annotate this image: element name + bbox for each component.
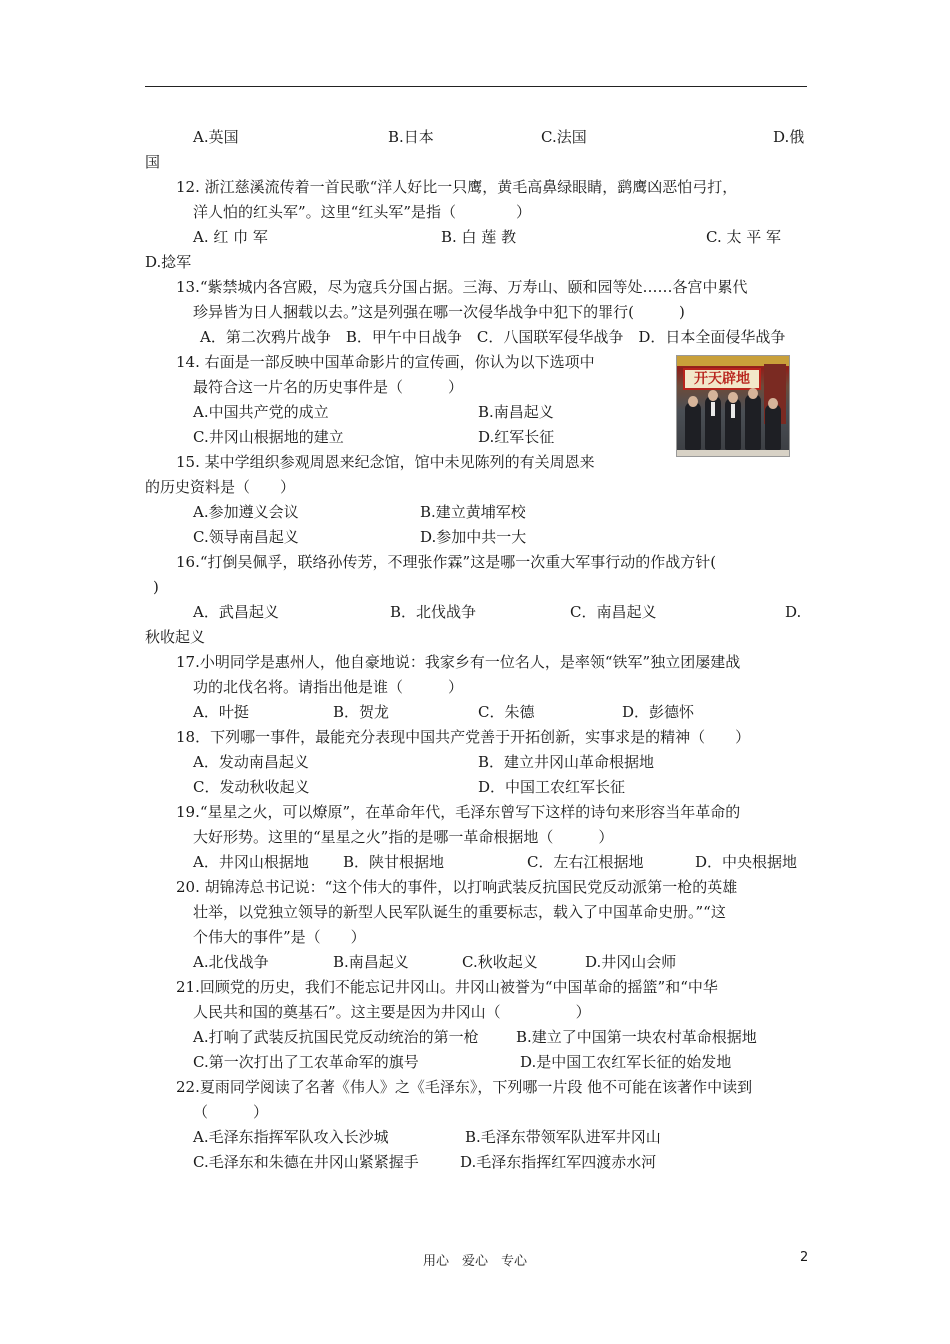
prev-option-b: B.日本 <box>388 128 434 146</box>
q15-option-d: D.参加中共一大 <box>420 528 527 546</box>
q21-option-c: C.第一次打出了工农革命军的旗号 <box>193 1053 419 1071</box>
q21-line1: 21.回顾党的历史，我们不能忘记井冈山。井冈山被誉为“中国革命的摇篮”和“中华 <box>176 978 718 996</box>
q19-line1: 19.“星星之火，可以燎原”，在革命年代，毛泽东曾写下这样的诗句来形容当年革命的 <box>176 803 741 821</box>
q20-line1: 20. 胡锦涛总书记说：“这个伟大的事件，以打响武装反抗国民党反动派第一枪的英雄 <box>176 878 738 896</box>
q15-option-c: C.领导南昌起义 <box>193 528 299 546</box>
q20-option-b: B.南昌起义 <box>333 953 409 971</box>
q15-line2: 的历史资料是（ ） <box>145 478 296 496</box>
q15-line1: 15. 某中学组织参观周恩来纪念馆，馆中未见陈列的有关周恩来 <box>176 453 595 471</box>
q17-option-b: B．贺龙 <box>333 703 390 721</box>
q19-option-c: C．左右江根据地 <box>527 853 644 871</box>
q12-option-c: C. 太 平 军 <box>706 228 782 246</box>
q16-option-b: B．北伐战争 <box>390 603 477 621</box>
page-number: 2 <box>800 1250 809 1265</box>
q17-line2: 功的北伐名将。请指出他是谁（ ） <box>193 678 464 696</box>
q12-option-d: D.捻军 <box>145 253 192 271</box>
q16-option-d: D. <box>785 603 802 621</box>
q17-line1: 17.小明同学是惠州人，他自豪地说：我家乡有一位名人，是率领“铁军”独立团屡建战 <box>176 653 741 671</box>
q12-option-b: B. 白 莲 教 <box>441 228 517 246</box>
q14-option-c: C.井冈山根据地的建立 <box>193 428 344 446</box>
q20-option-a: A.北伐战争 <box>193 953 269 971</box>
q16-line2: ) <box>153 578 159 596</box>
prev-option-d: D.俄 <box>773 128 805 146</box>
header-rule <box>145 86 807 87</box>
q16-line1: 16.“打倒吴佩孚，联络孙传芳，不理张作霖”这是哪一次重大军事行动的作战方针( <box>176 553 717 571</box>
q22-option-a: A.毛泽东指挥军队攻入长沙城 <box>193 1128 389 1146</box>
q14-option-b: B.南昌起义 <box>478 403 554 421</box>
q19-option-d: D．中央根据地 <box>695 853 798 871</box>
q13-line1: 13.“紫禁城内各宫殿，尽为寇兵分国占据。三海、万寿山、颐和园等处……各宫中累代 <box>176 278 748 296</box>
prev-option-c: C.法国 <box>541 128 587 146</box>
q16-option-d-cont: 秋收起义 <box>145 628 206 646</box>
q22-option-b: B.毛泽东带领军队进军井冈山 <box>465 1128 661 1146</box>
q15-option-b: B.建立黄埔军校 <box>420 503 526 521</box>
q13-options: A．第二次鸦片战争 B．甲午中日战争 C．八国联军侵华战争 D．日本全面侵华战争 <box>200 328 786 346</box>
q22-line1: 22.夏雨同学阅读了名著《伟人》之《毛泽东》，下列哪一片段 他不可能在该著作中读到 <box>176 1078 753 1096</box>
q21-option-d: D.是中国工农红军长征的始发地 <box>520 1053 732 1071</box>
q19-option-a: A．井冈山根据地 <box>193 853 309 871</box>
q19-option-b: B．陕甘根据地 <box>343 853 445 871</box>
q12-option-a: A. 红 巾 军 <box>193 228 268 246</box>
q20-line2: 壮举，以党独立领导的新型人民军队诞生的重要标志，载入了中国革命史册。”“这 <box>193 903 726 921</box>
q20-line3: 个伟大的事件”是（ ） <box>193 928 366 946</box>
q18-option-b: B．建立井冈山革命根据地 <box>478 753 655 771</box>
q16-option-a: A．武昌起义 <box>193 603 279 621</box>
page-footer: 用心 爱心 专心 <box>422 1254 527 1269</box>
q17-option-a: A．叶挺 <box>193 703 249 721</box>
q21-option-b: B.建立了中国第一块农村革命根据地 <box>516 1028 757 1046</box>
q15-option-a: A.参加遵义会议 <box>193 503 299 521</box>
q20-option-c: C.秋收起义 <box>462 953 538 971</box>
film-poster-image <box>676 355 790 457</box>
q14-line1: 14. 右面是一部反映中国革命影片的宣传画，你认为以下选项中 <box>176 353 595 371</box>
q14-line2: 最符合这一片名的历史事件是（ ） <box>193 378 464 396</box>
q21-line2: 人民共和国的奠基石”。这主要是因为井冈山（ ） <box>193 1003 591 1021</box>
q18-option-c: C．发动秋收起义 <box>193 778 310 796</box>
q18-line1: 18．下列哪一事件，最能充分表现中国共产党善于开拓创新，实事求是的精神（ ） <box>176 728 751 746</box>
q17-option-d: D．彭德怀 <box>622 703 695 721</box>
q17-option-c: C．朱德 <box>478 703 535 721</box>
q20-option-d: D.井冈山会师 <box>585 953 677 971</box>
q12-line2: 洋人怕的红头军”。这里“红头军”是指（ ） <box>193 203 532 221</box>
prev-option-d-cont: 国 <box>145 153 161 171</box>
q22-option-d: D.毛泽东指挥红军四渡赤水河 <box>460 1153 657 1171</box>
q22-line2: （ ） <box>193 1103 269 1121</box>
q13-line2: 珍异皆为日人捆载以去。”这是列强在哪一次侵华战争中犯下的罪行( ) <box>193 303 685 321</box>
q16-option-c: C．南昌起义 <box>570 603 657 621</box>
q14-option-a: A.中国共产党的成立 <box>193 403 329 421</box>
poster-title: 开天辟地 <box>683 368 761 390</box>
q22-option-c: C.毛泽东和朱德在井冈山紧紧握手 <box>193 1153 419 1171</box>
q21-option-a: A.打响了武装反抗国民党反动统治的第一枪 <box>193 1028 479 1046</box>
q18-option-d: D．中国工农红军长征 <box>478 778 626 796</box>
q14-option-d: D.红军长征 <box>478 428 555 446</box>
q18-option-a: A．发动南昌起义 <box>193 753 309 771</box>
prev-option-a: A.英国 <box>193 128 239 146</box>
q12-line1: 12. 浙江慈溪流传着一首民歌“洋人好比一只鹰，黄毛高鼻绿眼睛，鹞鹰凶恶怕弓打， <box>176 178 738 196</box>
q19-line2: 大好形势。这里的“星星之火”指的是哪一革命根据地（ ） <box>193 828 614 846</box>
